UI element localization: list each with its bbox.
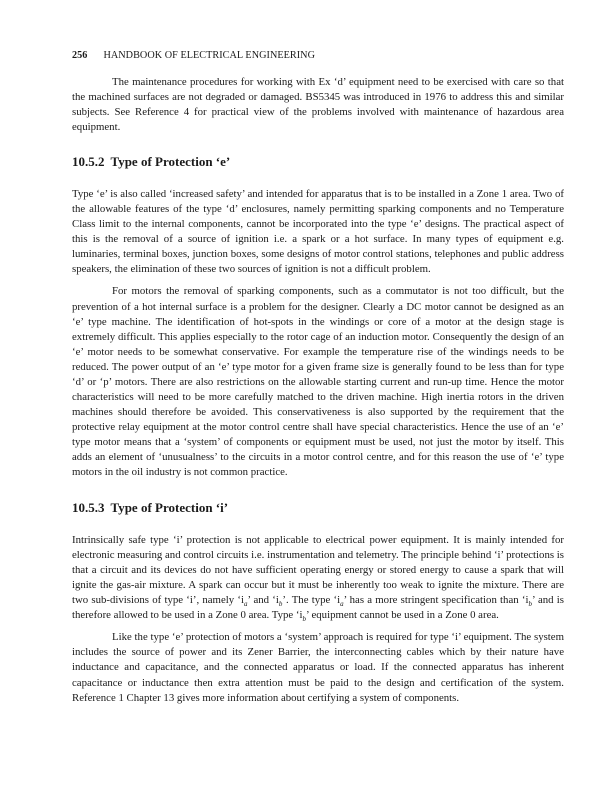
running-header xyxy=(72,50,564,61)
subscript-symbol: $i_a$ xyxy=(337,594,344,609)
section-heading-type-e xyxy=(72,154,564,170)
subscript-symbol: $i_b$ xyxy=(275,594,283,609)
section-heading-type-i xyxy=(72,500,564,516)
intro-paragraph: The maintenance procedures for working with Ex ‘d’ equipment need to be exercised with care so that the machined surfaces are not degraded or damaged. BS5345 was introduced in 1976 to address this and similar subjects. See Reference 4 for practical view of the problems involved with maintenance of hazardous area equipment. xyxy=(72,76,564,134)
section-number: 10.5.2 xyxy=(72,154,105,170)
section-number: 10.5.3 xyxy=(72,500,105,516)
type-e-paragraph-1: Type ‘e’ is also called ‘increased safety’ and intended for apparatus that is to be installed in a Zone 1 area. Two of the allowable features of the type ‘d’ enclosures, namely permitting sparking components and no Temperature Class limit to the internal components, cannot be incorporated into the type ‘e’ designs. The practical aspect of this is the removal of a source of ignition i.e. a spark or a hot surface. In many types of equipment e.g. luminaries, terminal boxes, junction boxes, some designs of motor control stations, telephones and public address speakers, the elimination of these two sources of ignition is not a difficult problem. xyxy=(72,188,564,276)
type-i-paragraph-2: Like the type ‘e’ protection of motors a ‘system’ approach is required for type ‘i’ equipment. The system includes the source of power and its Zener Barrier, the interconnecting cables which by their nature have inductance and capacitance, and the connected apparatus or load. If the connected apparatus has inherent capacitance or inductance then extra attention must be paid to the design and certification of the system. Reference 1 Chapter 13 gives more information about certifying a system of components. xyxy=(72,631,564,704)
subscript-symbol: $i_b$ xyxy=(299,609,306,624)
section-title: Type of Protection ‘e’ xyxy=(110,154,231,170)
subscript-symbol: $i_a$ xyxy=(240,594,248,609)
page-number: 256 xyxy=(72,50,88,61)
section-title: Type of Protection ‘i’ xyxy=(110,500,229,516)
type-e-paragraph-2: For motors the removal of sparking components, such as a commutator is not too difficult, but the prevention of a hot internal surface is a problem for the designer. Clearly a DC motor cannot be designed as an ‘e’ type machine. The identification of hot-spots in the windings or core of a motor at the design stage is extremely difficult. This applies especially to the rotor cage of an induction motor. Consequently the design of an ‘e’ motor needs to be somewhat conservative. For example the temperature rise of the windings needs to be reduced. The power output of an ‘e’ type motor for a given frame size is generally found to be less than for type ‘d’ or ‘p’ motors. There are also restrictions on the allowable starting current and run-up time. Hence the motor characteristics will need to be more carefully matched to the driven machine. High inertia rotors in the driven machines should therefore be avoided. This conservativeness is also supported by the requirement that the protective relay equipment at the motor control centre shall have special characteristics. Hence the use of an ‘e’ type motor means that a ‘system’ of components or equipment must be used, not just the motor by itself. This adds an element of ‘unusualness’ to the circuits in a motor control centre, and for this reason the use of ‘e’ type motors in the oil industry is not common practice. xyxy=(72,285,564,479)
document-page xyxy=(72,50,564,706)
subscript-symbol: $i_b$ xyxy=(525,594,532,609)
type-i-paragraph-1: Intrinsically safe type ‘i’ protection is not applicable to electrical power equipment. It is mainly intended for electronic measuring and control circuits i.e. instrumentation and telemetry. The principle behind ‘i’ protections is that a circuit and its devices do not have sufficient operating energy or stored energy to cause a spark that will ignite the gas-air mixture. A spark can occur but it must be inherently too weak to ignite the mixture. There are two sub-divisions of type ‘i’, namely ‘$i_a$’ and ‘$i_b$’. The type ‘$i_a$’ has a more stringent specification than ‘$i_b$’ and is therefore allowed to be used in a Zone 0 area. Type ‘$i_b$’ equipment cannot be used in a Zone 0 area. xyxy=(72,534,564,624)
book-title: HANDBOOK OF ELECTRICAL ENGINEERING xyxy=(103,50,316,61)
